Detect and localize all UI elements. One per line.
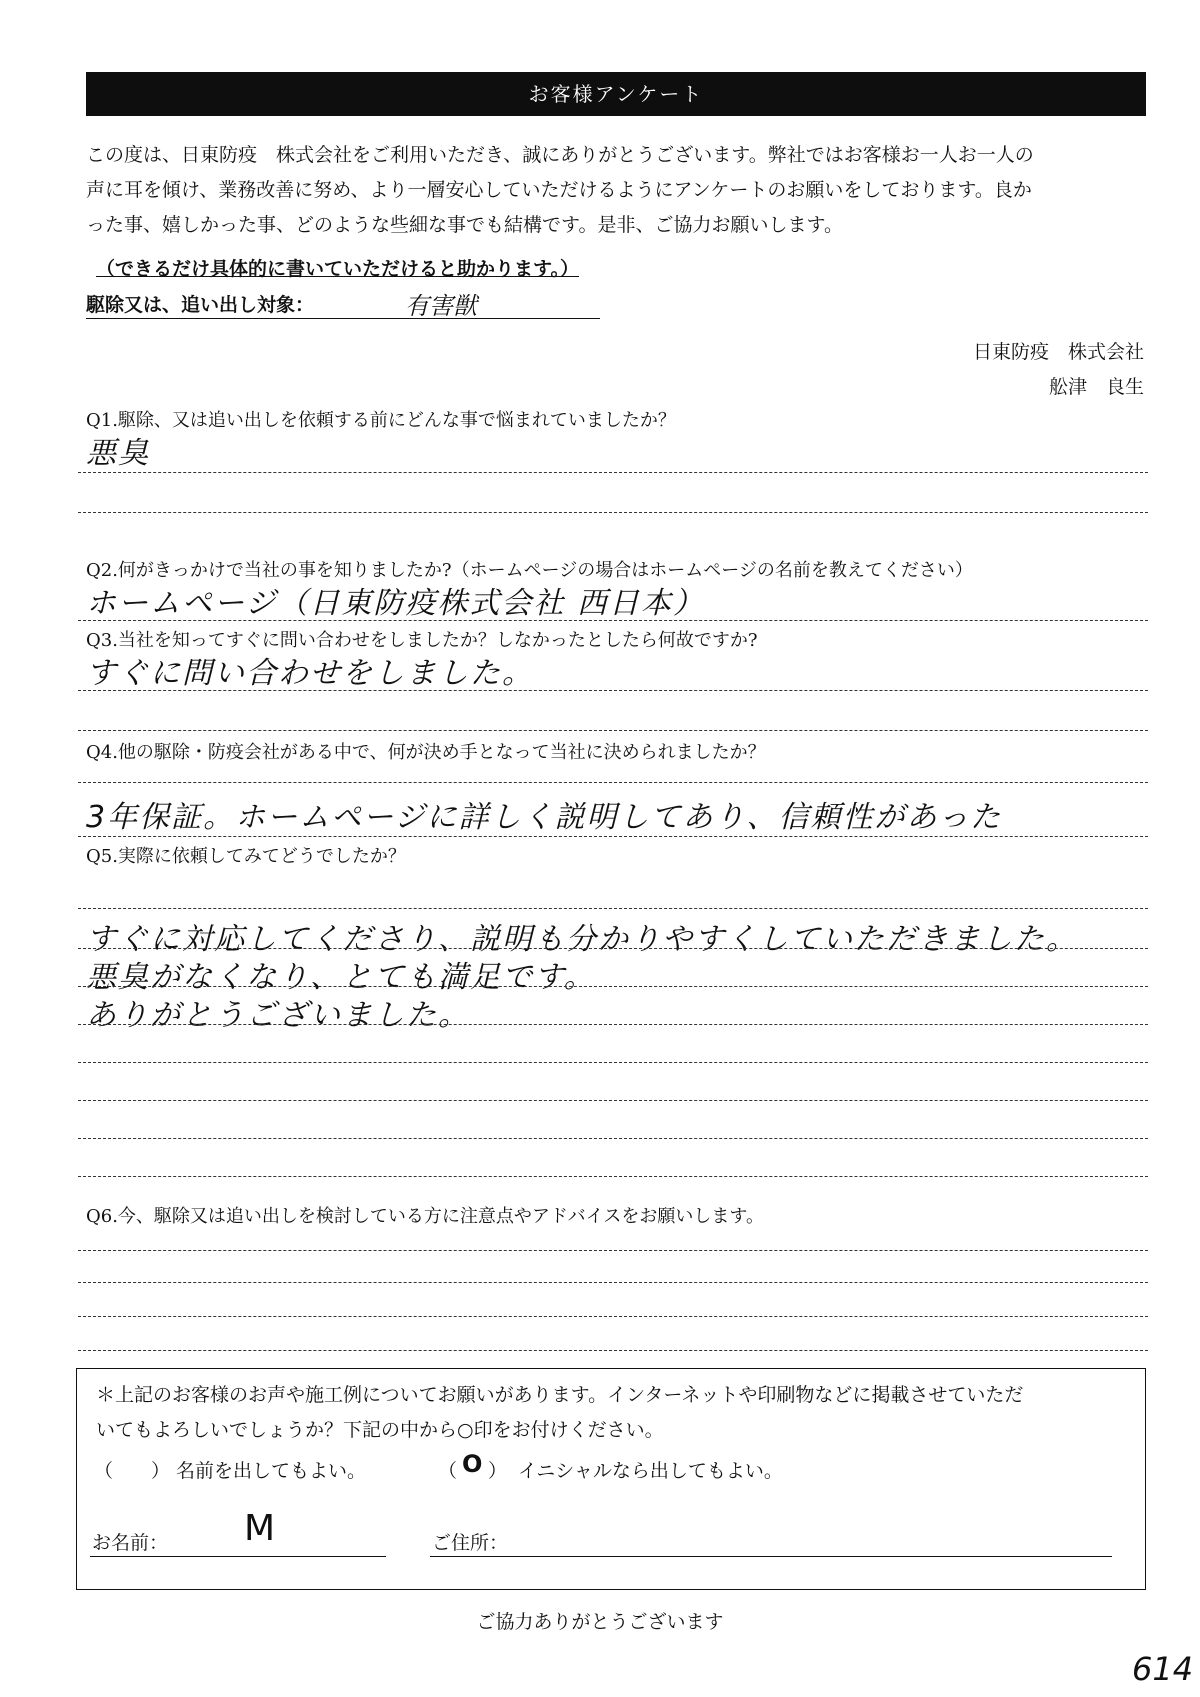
answer-line	[78, 948, 1148, 949]
question-1: Q1.駆除、又は追い出しを依頼する前にどんな事で悩まれていましたか？	[86, 410, 676, 431]
answer-line	[78, 690, 1148, 691]
option-initial-paren-close: ）	[488, 1460, 508, 1482]
answer-line	[78, 472, 1148, 473]
address-underline	[430, 1556, 1112, 1557]
answer-line	[78, 986, 1148, 987]
address-label: ご住所：	[432, 1532, 509, 1554]
answer-1-line-1: 悪臭	[86, 436, 150, 471]
target-value: 有害獣	[405, 292, 477, 320]
intro-line: 声に耳を傾け、業務改善に努め、より一層安心していただけるようにアンケートのお願いをしております。良か	[86, 179, 1032, 201]
target-label: 駆除又は、追い出し対象：	[86, 294, 315, 316]
answer-line	[78, 1282, 1148, 1283]
question-5: Q5.実際に依頼してみてどうでしたか？	[86, 846, 406, 867]
intro-line: った事、嬉しかった事、どのような些細な事でも結構です。是非、ご協力お願いします。	[86, 214, 843, 236]
option-name-checkbox[interactable]: （ ）	[94, 1460, 171, 1482]
consent-line: いてもよろしいでしょうか？下記の中から○印をお付けください。	[96, 1419, 664, 1441]
answer-5-line-3: ありがとうございました。	[86, 998, 470, 1033]
option-name-label: 名前を出してもよい。	[176, 1460, 367, 1482]
answer-5-line-2: 悪臭がなくなり、とても満足です。	[86, 960, 596, 995]
answer-4-line-1: 3年保証。ホームページに詳しく説明してあり、信頼性があった	[86, 800, 1003, 835]
answer-line	[78, 1350, 1148, 1351]
question-2: Q2.何がきっかけで当社の事を知りましたか?（ホームページの場合はホームページの名前を教えてください）	[86, 560, 973, 581]
answer-line	[78, 908, 1148, 909]
intro-text	[86, 138, 1148, 243]
answer-line	[78, 1062, 1148, 1063]
question-4: Q4.他の駆除・防疫会社がある中で、何が決め手となって当社に決められましたか？	[86, 742, 766, 763]
answer-3-line-1: すぐに問い合わせをしました。	[86, 656, 534, 691]
option-initial-label: イニシャルなら出してもよい。	[518, 1460, 783, 1482]
question-3: Q3.当社を知ってすぐに問い合わせをしましたか？しなかったとしたら何故ですか?	[86, 630, 758, 651]
answer-line	[78, 1138, 1148, 1139]
target-underline	[86, 318, 600, 319]
answer-line	[78, 1316, 1148, 1317]
company-name: 日東防疫 株式会社	[972, 341, 1144, 363]
consent-text	[96, 1378, 1136, 1448]
answer-2-line-1: ホームページ（日東防疫株式会社 西日本）	[86, 586, 705, 621]
name-value: M	[244, 1508, 276, 1549]
answer-line	[78, 620, 1148, 621]
survey-title: お客様アンケート	[86, 72, 1146, 116]
intro-note: （できるだけ具体的に書いていただけると助かります。）	[96, 258, 579, 280]
name-underline	[90, 1556, 386, 1557]
name-label: お名前：	[92, 1532, 169, 1554]
option-initial-mark[interactable]: O	[462, 1450, 483, 1478]
answer-5-line-1: すぐに対応してくださり、説明も分かりやすくしていただきました。	[86, 922, 1078, 957]
page-number: 614	[1132, 1650, 1194, 1688]
answer-line	[78, 836, 1148, 837]
answer-line	[78, 512, 1148, 513]
question-6: Q6.今、駆除又は追い出しを検討している方に注意点やアドバイスをお願いします。	[86, 1206, 764, 1227]
answer-line	[78, 730, 1148, 731]
answer-line	[78, 1176, 1148, 1177]
answer-line	[78, 1100, 1148, 1101]
answer-line	[78, 782, 1148, 783]
consent-line: ＊上記のお客様のお声や施工例についてお願いがあります。インターネットや印刷物などに掲載させていただ	[96, 1384, 1024, 1406]
representative-name: 舩津 良生	[1048, 376, 1144, 398]
answer-line	[78, 1250, 1148, 1251]
intro-line: この度は、日東防疫 株式会社をご利用いただき、誠にありがとうございます。弊社ではお客様お一人お一人の	[86, 144, 1034, 166]
option-initial-paren-open: （	[438, 1460, 458, 1482]
thanks-text: ご協力ありがとうございます	[476, 1611, 724, 1633]
answer-line	[78, 1024, 1148, 1025]
